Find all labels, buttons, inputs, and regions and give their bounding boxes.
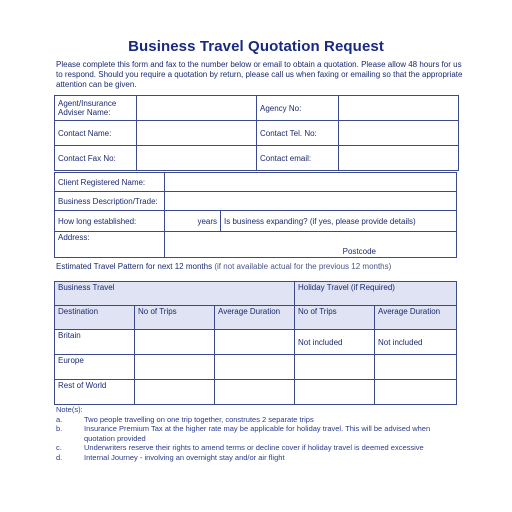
agent-name-field[interactable]	[137, 96, 257, 121]
travel-pattern-note: (if not available actual for the previous 12 months)	[214, 262, 392, 271]
address-field[interactable]	[165, 232, 457, 258]
contact-email-field[interactable]	[339, 146, 459, 171]
no-of-trips-header: No of Trips	[135, 306, 215, 330]
holiday-average-duration-header: Average Duration	[375, 306, 457, 330]
agency-no-label: Agency No:	[257, 96, 339, 121]
postcode-label: Postcode	[342, 247, 376, 256]
travel-pattern-label: Estimated Travel Pattern for next 12 months	[56, 262, 213, 271]
destination-header: Destination	[55, 306, 135, 330]
average-duration-header: Average Duration	[215, 306, 295, 330]
trips-cell[interactable]	[135, 330, 215, 355]
holiday-trips-cell: Not included	[295, 330, 375, 355]
table-row	[55, 380, 457, 405]
contact-tel-label: Contact Tel. No:	[257, 121, 339, 146]
intro-text: Please complete this form and fax to the number below or email to obtain a quotation. Please allow 48 hours for us to respond. Should you require a quotation by return, please call us when faxing or emailing so that the appropriate attention can be given.	[56, 60, 463, 89]
duration-cell[interactable]	[215, 330, 295, 355]
list-item	[56, 453, 456, 463]
notes-heading: Note(s):	[56, 405, 83, 414]
note-text: Internal Journey - involving an overnight stay and/or air flight	[84, 452, 285, 462]
destination-cell: Rest of World	[55, 380, 135, 405]
note-letter: d.	[56, 452, 63, 462]
business-description-label: Business Description/Trade:	[55, 192, 165, 211]
trips-cell[interactable]	[135, 380, 215, 405]
holiday-duration-cell[interactable]	[375, 380, 457, 405]
page-title: Business Travel Quotation Request	[128, 38, 384, 55]
note-text: Underwriters reserve their rights to amend terms or decline cover if holiday travel is deemed excessive	[84, 443, 424, 452]
contact-name-label: Contact Name:	[55, 121, 137, 146]
note-text: Two people travelling on one trip together, construtes 2 separate trips	[84, 414, 314, 424]
holiday-duration-cell: Not included	[375, 330, 457, 355]
travel-table	[54, 281, 457, 405]
trips-cell[interactable]	[135, 355, 215, 380]
contact-fax-label: Contact Fax No:	[55, 146, 137, 171]
contact-table	[54, 95, 459, 171]
travel-pattern-heading	[56, 262, 391, 271]
years-field[interactable]	[165, 211, 221, 232]
list-item	[56, 424, 456, 443]
contact-email-label: Contact email:	[257, 146, 339, 171]
duration-cell[interactable]	[215, 380, 295, 405]
holiday-no-of-trips-header: No of Trips	[295, 306, 375, 330]
duration-cell[interactable]	[215, 355, 295, 380]
how-long-established-label: How long established:	[55, 211, 165, 232]
note-text: Insurance Premium Tax at the higher rate may be applicable for holiday travel. This will be advised when quotation provided	[84, 424, 431, 443]
contact-name-field[interactable]	[137, 121, 257, 146]
destination-cell: Britain	[55, 330, 135, 355]
holiday-trips-cell[interactable]	[295, 355, 375, 380]
note-letter: b.	[56, 424, 63, 433]
holiday-duration-cell[interactable]	[375, 355, 457, 380]
list-item	[56, 415, 456, 425]
note-letter: a.	[56, 414, 63, 424]
client-registered-name-field[interactable]	[165, 173, 457, 192]
business-travel-header: Business Travel	[55, 282, 295, 306]
table-row	[55, 355, 457, 380]
contact-tel-field[interactable]	[339, 121, 459, 146]
years-label: years	[197, 216, 217, 226]
address-label: Address:	[55, 232, 165, 258]
destination-cell: Europe	[55, 355, 135, 380]
expanding-label: Is business expanding? (if yes, please provide details)	[221, 211, 457, 232]
agent-name-label: Agent/Insurance Adviser Name:	[55, 96, 137, 121]
holiday-travel-header: Holiday Travel (if Required)	[295, 282, 457, 306]
notes-section	[56, 405, 456, 462]
contact-fax-field[interactable]	[137, 146, 257, 171]
client-table	[54, 172, 457, 258]
holiday-trips-cell[interactable]	[295, 380, 375, 405]
client-registered-name-label: Client Registered Name:	[55, 173, 165, 192]
agency-no-field[interactable]	[339, 96, 459, 121]
note-letter: c.	[56, 443, 62, 452]
table-row	[55, 330, 457, 355]
list-item	[56, 443, 456, 453]
business-description-field[interactable]	[165, 192, 457, 211]
